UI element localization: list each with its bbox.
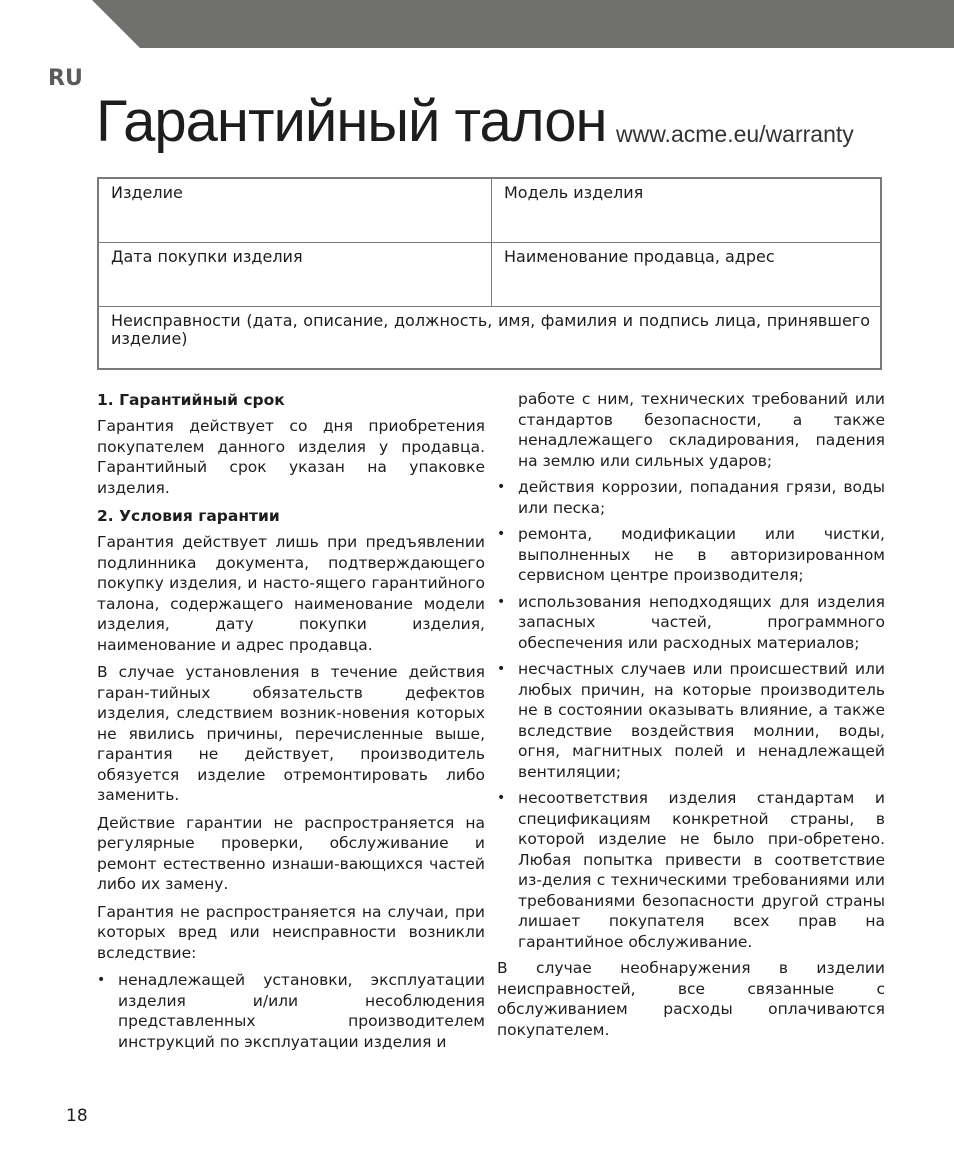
exclusions-list-continued	[497, 389, 885, 952]
exclusion-item: • ремонта, модификации или чистки, выполненных не в авторизированном сервисном центре производителя;	[497, 524, 885, 586]
exclusion-item-continued: работе с ним, технических требований или стандартов безопасности, а также ненадлежащего складирования, падения на землю или сильных ударов;	[518, 390, 885, 470]
section2-paragraph-4: Гарантия не распространяется на случаи, при которых вред или неисправности возникли вследствие:	[97, 902, 485, 962]
top-banner	[92, 0, 954, 48]
left-column	[97, 389, 485, 1058]
exclusion-item: • использования неподходящих для изделия запасных частей, программного обеспечения или расходных материалов;	[497, 592, 885, 654]
warranty-form	[97, 177, 882, 370]
form-label-purchase-date: Дата покупки изделия	[111, 247, 303, 266]
section2-heading: 2. Условия гарантии	[97, 507, 280, 525]
closing-paragraph: В случае необнаружения в изделии неисправностей, все связанные с обслуживанием расходы оплачиваются покупателем.	[497, 959, 885, 1039]
page-number: 18	[66, 1106, 88, 1126]
exclusions-list	[97, 970, 485, 1052]
section2-paragraph-3: Действие гарантии не распространяется на регулярные проверки, обслуживание и ремонт естественно изнаши-вающихся частей либо их замену.	[97, 813, 485, 893]
section1-text: Гарантия действует со дня приобретения покупателем данного изделия у продавца. Гарантийный срок указан на упаковке изделия.	[97, 417, 485, 497]
right-column	[497, 389, 885, 1047]
exclusion-item: • ненадлежащей установки, эксплуатации изделия и/или несоблюдения представленных производителем инструкций по эксплуатации изделия и	[97, 970, 485, 1052]
form-field-purchase-date[interactable]	[99, 243, 491, 306]
exclusion-item: • несоответствия изделия стандартам и спецификациям конкретной страны, в которой изделие не было при-обретено. Любая попытка привести в соответствие из-делия с техническими требованиями или требованиями безопасности другой страны лишает покупателя всех прав на гарантийное обслуживание.	[497, 788, 885, 952]
form-label-model: Модель изделия	[504, 183, 644, 202]
page-title: Гарантийный талон	[96, 89, 607, 154]
exclusion-item: • действия коррозии, попадания грязи, воды или песка;	[497, 477, 885, 518]
section1-heading: 1. Гарантийный срок	[97, 391, 285, 409]
form-field-seller[interactable]	[492, 243, 882, 306]
form-field-product[interactable]	[99, 179, 491, 242]
form-label-defects: Неисправности (дата, описание, должность, имя, фамилия и подпись лица, принявшего изделие)	[111, 311, 870, 348]
exclusion-item: • несчастных случаев или происшествий или любых причин, на которые производитель не в состоянии оказывать влияние, а также вследствие воздействия молнии, воды, огня, магнитных полей и ненадлежащей вентиляции;	[497, 659, 885, 782]
section2-paragraph-2: В случае установления в течение действия гаран-тийных обязательств дефектов изделия, следствием возник-новения которых не явились причины, перечисленные выше, гарантия не действует, производитель обязуется изделие отремонтировать либо заменить.	[97, 663, 485, 804]
form-label-seller: Наименование продавца, адрес	[504, 247, 775, 266]
warranty-url: www.acme.eu/warranty	[616, 121, 854, 147]
form-field-defects[interactable]	[99, 307, 882, 370]
form-label-product: Изделие	[111, 183, 183, 202]
section2-paragraph-1: Гарантия действует лишь при предъявлении подлинника документа, подтверждающего покупку изделия, и насто-ящего гарантийного талона, содержащего наименование модели изделия, дату покупки изделия, наименование и адрес продавца.	[97, 533, 485, 654]
form-field-model[interactable]	[492, 179, 882, 242]
language-label: RU	[48, 66, 83, 91]
